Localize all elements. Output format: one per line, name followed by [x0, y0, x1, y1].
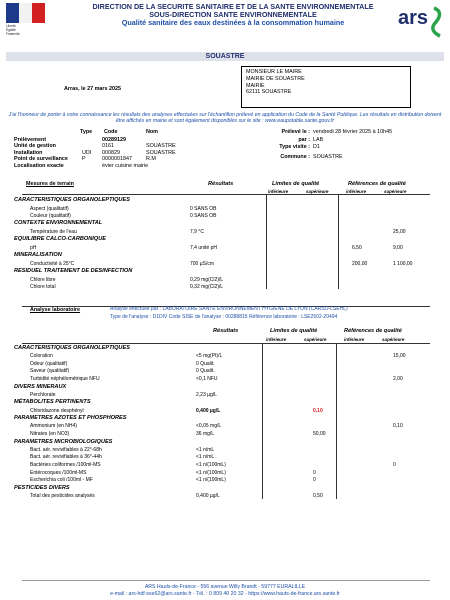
param-result: 7,9 °C — [190, 228, 204, 235]
info-row-nom: R.M — [146, 156, 156, 163]
param-name: Bact. aér. revivifiables à 36°-44h — [30, 454, 102, 461]
param-result: <1 n/mL — [196, 454, 215, 461]
param-result: <0,1 NFU — [196, 376, 218, 382]
section-heading: PESTICIDES DIVERS — [14, 484, 70, 491]
reference-superieure: 0,10 — [393, 423, 403, 430]
param-result: <1 n/(100mL) — [196, 469, 226, 476]
terrain-col-refs: Références de qualité — [348, 181, 406, 187]
param-result: 0,29 mg(Cl2)/L — [190, 276, 224, 283]
info-row-nom: SOUASTRE — [146, 143, 176, 150]
reference-superieure: 0 — [393, 462, 396, 468]
param-name: Chlore total — [30, 283, 56, 290]
param-name: Odeur (qualitatif) — [30, 360, 68, 367]
param-name: Coloration — [30, 353, 53, 360]
info-row-label: Point de surveillance — [14, 156, 68, 163]
terrain-col-ref-sup: supérieure — [384, 189, 407, 194]
param-result: <1 n/(100mL) — [196, 477, 226, 484]
reference-inferieure: 6,50 — [352, 244, 362, 251]
address-line: 62111 SOUASTRE — [246, 89, 292, 96]
param-result: 0,400 µg/L — [196, 493, 220, 499]
terrain-col-ref-inf: inférieure — [346, 189, 367, 194]
param-name: Total des pesticides analysés — [30, 493, 95, 499]
param-name: Bactéries coliformes /100ml-MS — [30, 462, 101, 468]
section-heading: MINERALISATION — [14, 252, 62, 259]
param-name: Conductivité à 25°C — [30, 260, 75, 267]
param-result: <1 n/mL — [196, 446, 215, 453]
param-name: Saveur (qualitatif) — [30, 368, 70, 375]
param-name: Turbidité néphélométrique NFU — [30, 376, 100, 382]
footer-address: ARS Hauts-de-France - 556 avenue Willy Brandt - 59777 EURALILLE — [144, 584, 306, 590]
param-result: 0 Qualit. — [196, 368, 215, 375]
param-result: <1 n/(100mL) — [196, 462, 226, 468]
reference-inferieure: 200,00 — [352, 260, 368, 267]
terrain-col-results: Résultats — [208, 181, 234, 187]
param-result: 0 SANS OB — [190, 212, 217, 219]
param-result: <0,05 mg/L — [196, 423, 222, 430]
labo-title: Analyse laboratoire — [30, 307, 81, 313]
param-result: 0,400 µg/L — [196, 407, 221, 414]
footer-divider — [22, 580, 430, 581]
letter-date: Arras, le 27 mars 2025 — [64, 86, 121, 92]
info-right-value: SOUASTRE — [313, 154, 343, 160]
motto-egalite: Égalité — [6, 27, 16, 32]
header-line-3: Qualité sanitaire des eaux destinées à la consommation humaine — [121, 18, 345, 28]
info-right-label: Commune : — [280, 154, 310, 160]
column-divider — [266, 195, 267, 289]
param-name: Ammonium (en NH4) — [30, 423, 77, 430]
limit-superieure: 0,10 — [313, 407, 323, 414]
section-heading: PARAMETRES MICROBIOLOGIQUES — [14, 438, 113, 445]
labo-col-ref-inf: inférieure — [344, 337, 365, 342]
terrain-col-lim-inf: inférieure — [268, 189, 289, 194]
info-right-label: Type visite : — [279, 144, 310, 150]
param-result: <5 mg(Pt)/L — [196, 353, 223, 360]
column-divider — [336, 343, 337, 499]
terrain-col-limits: Limites de qualité — [272, 181, 320, 187]
section-heading: DIVERS MINERAUX — [14, 383, 67, 390]
limit-superieure: 0 — [313, 469, 316, 476]
limit-superieure: 0,50 — [313, 493, 323, 499]
reference-superieure: 25,00 — [393, 228, 406, 235]
column-divider — [262, 343, 263, 499]
labo-col-refs: Références de qualité — [344, 328, 402, 334]
info-header-code: Code — [104, 129, 118, 135]
info-row-label: Unité de gestion — [14, 143, 56, 150]
param-name: Nitrates (en NO3) — [30, 431, 70, 437]
info-right-value: vendredi 28 février 2025 à 10h45 — [313, 129, 393, 135]
labo-col-limits: Limites de qualité — [270, 328, 318, 334]
param-name: pH — [30, 244, 37, 251]
terrain-header-divider — [22, 194, 430, 195]
ars-logo — [396, 0, 448, 40]
labo-col-results: Résultats — [213, 328, 239, 334]
labo-col-ref-sup: supérieure — [382, 337, 405, 342]
info-row-type: P — [82, 156, 86, 163]
info-right-value: LAB — [313, 137, 324, 143]
info-row-code: 000829 — [102, 149, 120, 156]
section-heading: RESIDUEL TRAITEMENT DE DESINFECTION — [14, 268, 133, 274]
labo-analysis-type: Type de l'analyse : D1DIV Code SISE de l'analyse : 00288815 Référence laboratoire : LSE2502-20494 — [110, 314, 338, 320]
param-name: Couleur (qualitatif) — [30, 212, 71, 219]
section-heading: MÉTABOLITES PERTINENTS — [14, 399, 91, 406]
recipient-address — [241, 66, 411, 108]
intro-paragraph: J'ai l'honneur de porter à votre connaissance les résultats des analyses effectuées sur l'échantillon prélevé en application du Code de la Santé Publique. Les résultats en distribution doivent être affichés en mairie et sont également disponibles sur le site : www.eaupotable.sante.gouv.fr — [8, 112, 442, 125]
header-line-2: SOUS-DIRECTION SANTE ENVIRONNEMENTALE — [149, 10, 317, 20]
reference-superieure: 15,00 — [393, 353, 406, 360]
motto-fraternite: Fraternité — [6, 31, 20, 36]
address-line: MAIRIE — [246, 82, 265, 89]
header-line-1: DIRECTION DE LA SECURITE SANITAIRE ET DE LA SANTE ENVIRONNEMENTALE — [92, 2, 374, 11]
param-result: 2,23 µg/L — [196, 391, 217, 398]
section-heading: CARACTERISTIQUES ORGANOLEPTIQUES — [14, 345, 130, 351]
info-row-code: 00289129 — [102, 137, 126, 143]
terrain-title: Mesures de terrain — [26, 181, 74, 187]
section-heading: CARACTERISTIQUES ORGANOLEPTIQUES — [14, 197, 130, 203]
limit-superieure: 50,00 — [313, 431, 326, 437]
info-row-nom: SOUASTRE — [146, 149, 176, 156]
section-heading: EQUILIBRE CALCO-CARBONIQUE — [14, 236, 106, 243]
param-name: Chloridazone desphényl — [30, 407, 84, 414]
motto-liberte: Liberté — [6, 24, 16, 28]
info-header-type: Type — [80, 129, 93, 135]
info-row-type: UDI — [82, 149, 92, 156]
document-header — [78, 3, 388, 28]
address-line: MONSIEUR LE MAIRE — [246, 69, 302, 75]
labo-col-lim-inf: inférieure — [266, 337, 287, 342]
labo-col-lim-sup: supérieure — [304, 337, 327, 342]
labo-performed-by: Analyse effectuée par : LABORATOIRE SANTE ENVIRONNEMENT HYGIENE DE LYON (CARSO-LSEHL) — [110, 306, 348, 312]
terrain-col-lim-sup: supérieure — [306, 189, 329, 194]
section-heading: CONTEXTE ENVIRONNEMENTAL — [14, 220, 103, 227]
footer-contact: e-mail : ars-hdf-sse62@ars.sante.fr - Tél. : 0 809 40 20 32 - https://www.hauts-de-france.ars.sante.fr — [110, 591, 340, 597]
labo-header-divider — [22, 343, 430, 344]
reference-superieure: 9,00 — [393, 244, 403, 251]
column-divider — [338, 195, 339, 289]
limit-superieure: 0 — [313, 477, 316, 484]
republique-motto — [6, 25, 74, 36]
ars-logo-text: ars — [398, 7, 429, 29]
info-right-value: D1 — [313, 144, 320, 150]
param-name: Bact. aér. revivifiables à 22°-68h — [30, 446, 102, 453]
commune-band: SOUASTRE — [6, 52, 444, 61]
address-line: MAIRIE DE SOUASTRE — [246, 75, 305, 82]
reference-superieure: 2,00 — [393, 376, 403, 382]
section-heading: PARAMETRES AZOTES ET PHOSPHORES — [14, 415, 127, 422]
param-result: 0,32 mg(Cl2)/L — [190, 283, 224, 290]
param-name: Perchlorate — [30, 391, 56, 398]
param-result: 700 µS/cm — [190, 260, 215, 267]
republique-logo — [6, 3, 46, 23]
param-result: 7,4 unité pH — [190, 244, 217, 251]
param-result: 0 SANS OB — [190, 205, 217, 212]
info-right-label: Prélevé le : — [281, 129, 310, 135]
info-row-code: évier cuisine mairie — [102, 162, 149, 169]
info-row-label: Localisation exacte — [14, 162, 64, 169]
reference-superieure: 1 100,00 — [393, 260, 413, 267]
info-row-label: Installation — [14, 149, 43, 156]
param-name: Aspect (qualitatif) — [30, 205, 69, 212]
info-row-label: Prélèvement — [14, 137, 47, 143]
info-right-label: par : — [298, 137, 310, 143]
param-result: 36 mg/L — [196, 431, 215, 437]
param-name: Température de l'eau — [30, 228, 77, 235]
param-name: Entérocoques /100ml-MS — [30, 469, 87, 476]
info-header-nom: Nom — [146, 129, 158, 135]
param-result: 0 Qualit. — [196, 360, 215, 367]
param-name: Chlore libre — [30, 276, 56, 283]
info-row-code: 0161 — [102, 143, 114, 150]
param-name: Escherichia coli /100ml - MF — [30, 477, 93, 484]
info-row-code: 0000001847 — [102, 156, 132, 163]
